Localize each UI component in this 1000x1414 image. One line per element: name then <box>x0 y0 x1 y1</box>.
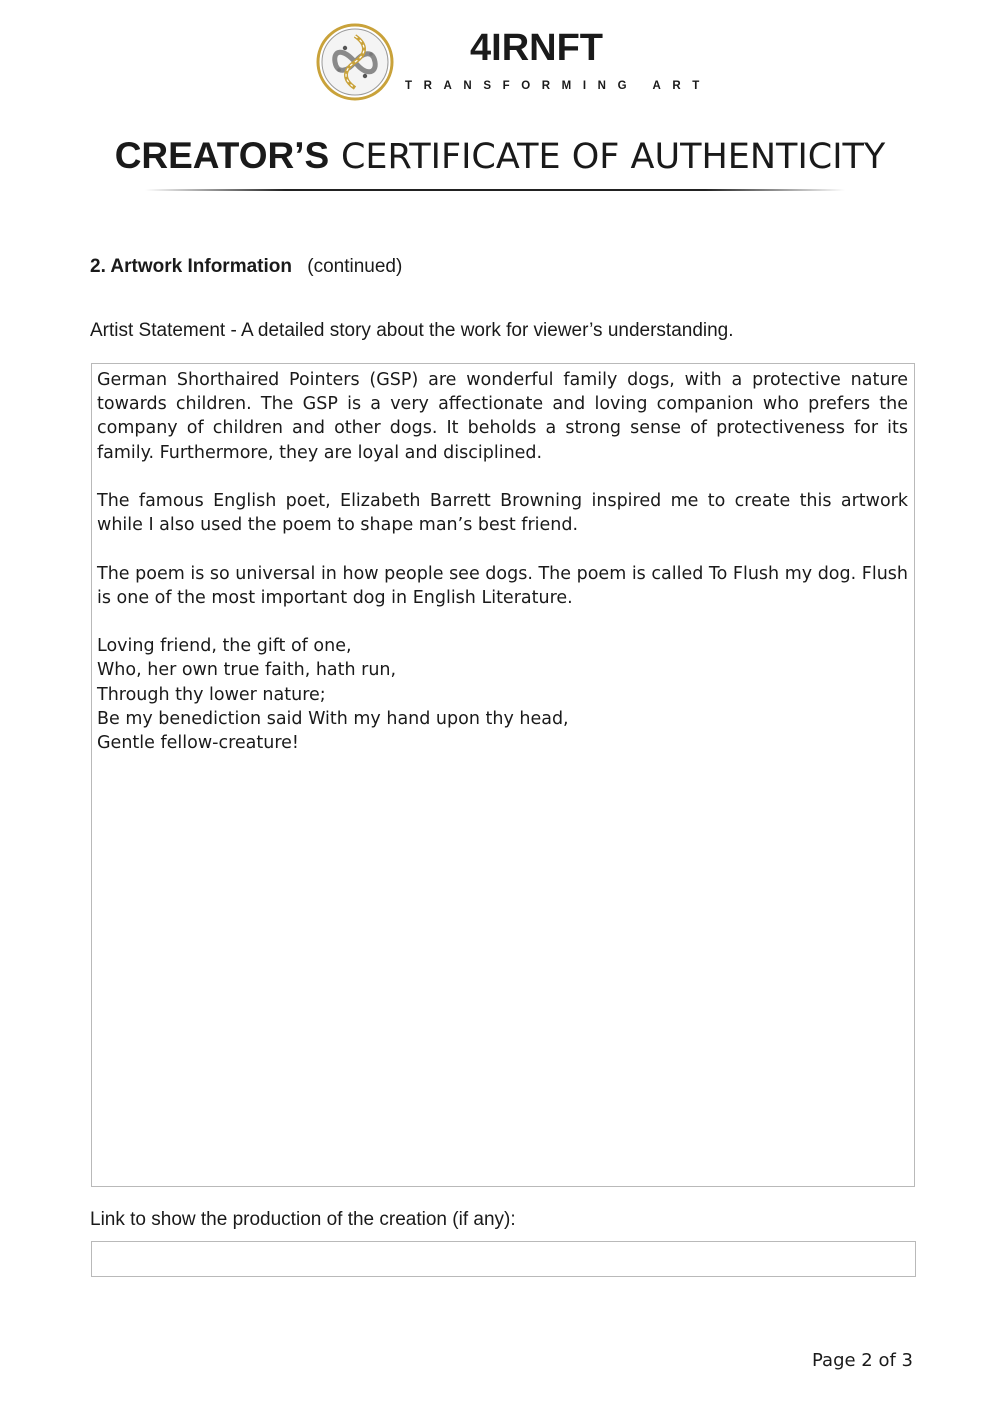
artist-statement-field[interactable] <box>91 363 915 1187</box>
production-link-field[interactable] <box>91 1241 916 1277</box>
infinity-knot-logo-icon <box>315 22 395 102</box>
title-divider <box>145 189 845 191</box>
section-heading-main: 2. Artwork Information <box>90 256 292 277</box>
artist-statement-label: Artist Statement - A detailed story about the work for viewer’s understanding. <box>90 320 734 341</box>
statement-paragraph: The poem is so universal in how people see dogs. The poem is called To Flush my dog. Flush is one of the most important dog in English Literature. <box>97 563 908 608</box>
poem-line: Who, her own true faith, hath run, <box>97 660 397 681</box>
statement-paragraph: The famous English poet, Elizabeth Barrett Browning inspired me to create this artwork while I also used the poem to shape man’s best friend. <box>97 491 908 536</box>
statement-paragraph: German Shorthaired Pointers (GSP) are wonderful family dogs, with a protective nature towards children. The GSP is a very affectionate and loving companion who prefers the company of children and other dogs. It beholds a strong sense of protectiveness for its family. Furthermore, they are loyal and disciplined. <box>97 370 908 463</box>
section-heading-note: (continued) <box>307 256 403 277</box>
poem-line: Through thy lower nature; <box>97 684 326 705</box>
certificate-title-rest: CERTIFICATE OF AUTHENTICITY <box>340 137 886 177</box>
production-link-label: Link to show the production of the creation (if any): <box>90 1209 516 1230</box>
certificate-title <box>0 132 1000 181</box>
poem-line: Be my benediction said With my hand upon thy head, <box>97 708 569 729</box>
brand-name: 4IRNFT <box>470 27 603 69</box>
page-number: Page 2 of 3 <box>812 1350 913 1371</box>
brand-tagline: TRANSFORMING ART <box>405 80 711 92</box>
poem-line: Loving friend, the gift of one, <box>97 636 352 657</box>
certificate-title-bold: CREATOR’S <box>114 135 330 176</box>
poem-line: Gentle fellow-creature! <box>97 733 299 753</box>
section-heading <box>90 256 402 278</box>
poem-block <box>97 634 908 755</box>
